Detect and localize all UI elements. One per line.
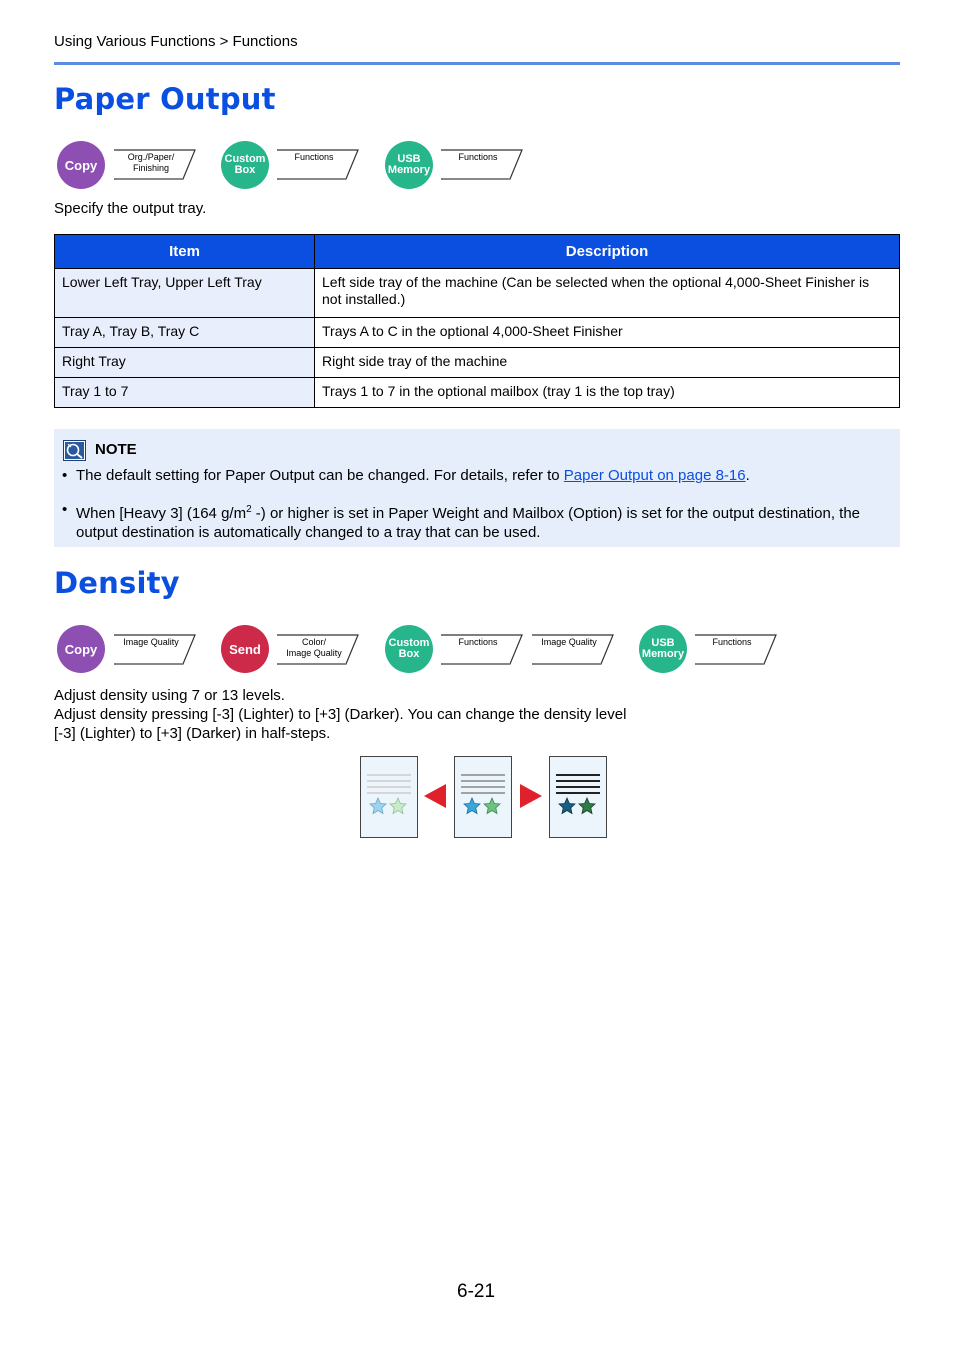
table-row [55,318,900,348]
table-cell-item: Lower Left Tray, Upper Left Tray [55,269,315,318]
usb-memory-button: USB Memory [639,625,687,673]
table-cell-item: Tray A, Tray B, Tray C [55,318,315,348]
table-cell-description: Trays 1 to 7 in the optional mailbox (tray 1 is the top tray) [315,378,900,408]
copy-button: Copy [57,625,105,673]
bullet-mark: • [62,501,68,518]
table-row [55,348,900,378]
table-cell-description: Right side tray of the machine [315,348,900,378]
breadcrumb: Using Various Functions > Functions [54,33,298,50]
copy-button: Copy [57,141,105,189]
section-title-paper-output: Paper Output [54,82,276,116]
section-title-density: Density [54,566,180,600]
density-line-3: [-3] (Lighter) to [+3] (Darker) in half-steps. [54,725,331,742]
tab-functions [276,149,360,181]
darker-arrow-icon [520,784,542,813]
note-bullet-2 [76,500,896,542]
lighter-arrow-icon [424,784,446,813]
output-tray-table [54,234,900,408]
note-bullet-1-end: . [745,467,750,484]
tab-label: Color/ Image Quality [286,637,342,658]
tab-functions [440,634,524,666]
dark-density-page-icon [549,756,607,838]
bullet-mark: • [62,467,68,484]
custom-box-button: Custom Box [221,141,269,189]
paper-output-link[interactable]: Paper Output on page 8-16 [563,467,746,484]
usb-memory-button: USB Memory [385,141,433,189]
table-header-item: Item [55,235,315,269]
tab-label: Functions [294,152,334,162]
note-bullet-2-text-b: -) or higher is set in Paper Weight and Mailbox (Option) is set for the output destination, the output destination is automatically changed to a tray that can be used. [76,505,861,541]
note-icon [63,440,86,461]
note-bullet-1-text: The default setting for Paper Output can be changed. For details, refer to [76,467,564,484]
table-row [55,378,900,408]
tab-functions [440,149,524,181]
density-line-1: Adjust density using 7 or 13 levels. [54,687,285,704]
tab-label: Image Quality [541,637,597,647]
light-density-page-icon [360,756,418,838]
paper-output-intro: Specify the output tray. [54,200,207,217]
note-bullet-1 [76,466,896,485]
table-row [55,269,900,318]
table-header-description: Description [315,235,900,269]
tab-label: Functions [458,152,498,162]
tab-label: Image Quality [123,637,179,647]
tab-image-quality [531,634,615,666]
table-cell-description: Left side tray of the machine (Can be selected when the optional 4,000-Sheet Finisher is not installed.) [315,269,900,318]
send-button: Send [221,625,269,673]
tab-label: Functions [712,637,752,647]
note-bullet-2-text-a: When [Heavy 3] (164 g/m [76,505,247,522]
table-cell-item: Tray 1 to 7 [55,378,315,408]
header-rule [54,62,900,65]
tab-color-image-quality [276,634,360,666]
tab-image-quality [113,634,197,666]
density-line-2: Adjust density pressing [-3] (Lighter) to [+3] (Darker). You can change the density level [54,706,627,723]
normal-density-page-icon [454,756,512,838]
tab-label: Functions [458,637,498,647]
custom-box-button: Custom Box [385,625,433,673]
table-cell-item: Right Tray [55,348,315,378]
note-title: NOTE [95,441,137,458]
tab-org-paper-finishing [113,149,197,181]
page-number: 6-21 [457,1281,496,1302]
table-cell-description: Trays A to C in the optional 4,000-Sheet Finisher [315,318,900,348]
tab-label: Org./Paper/ Finishing [127,152,175,173]
superscript: 2 [246,504,252,515]
tab-functions [694,634,778,666]
